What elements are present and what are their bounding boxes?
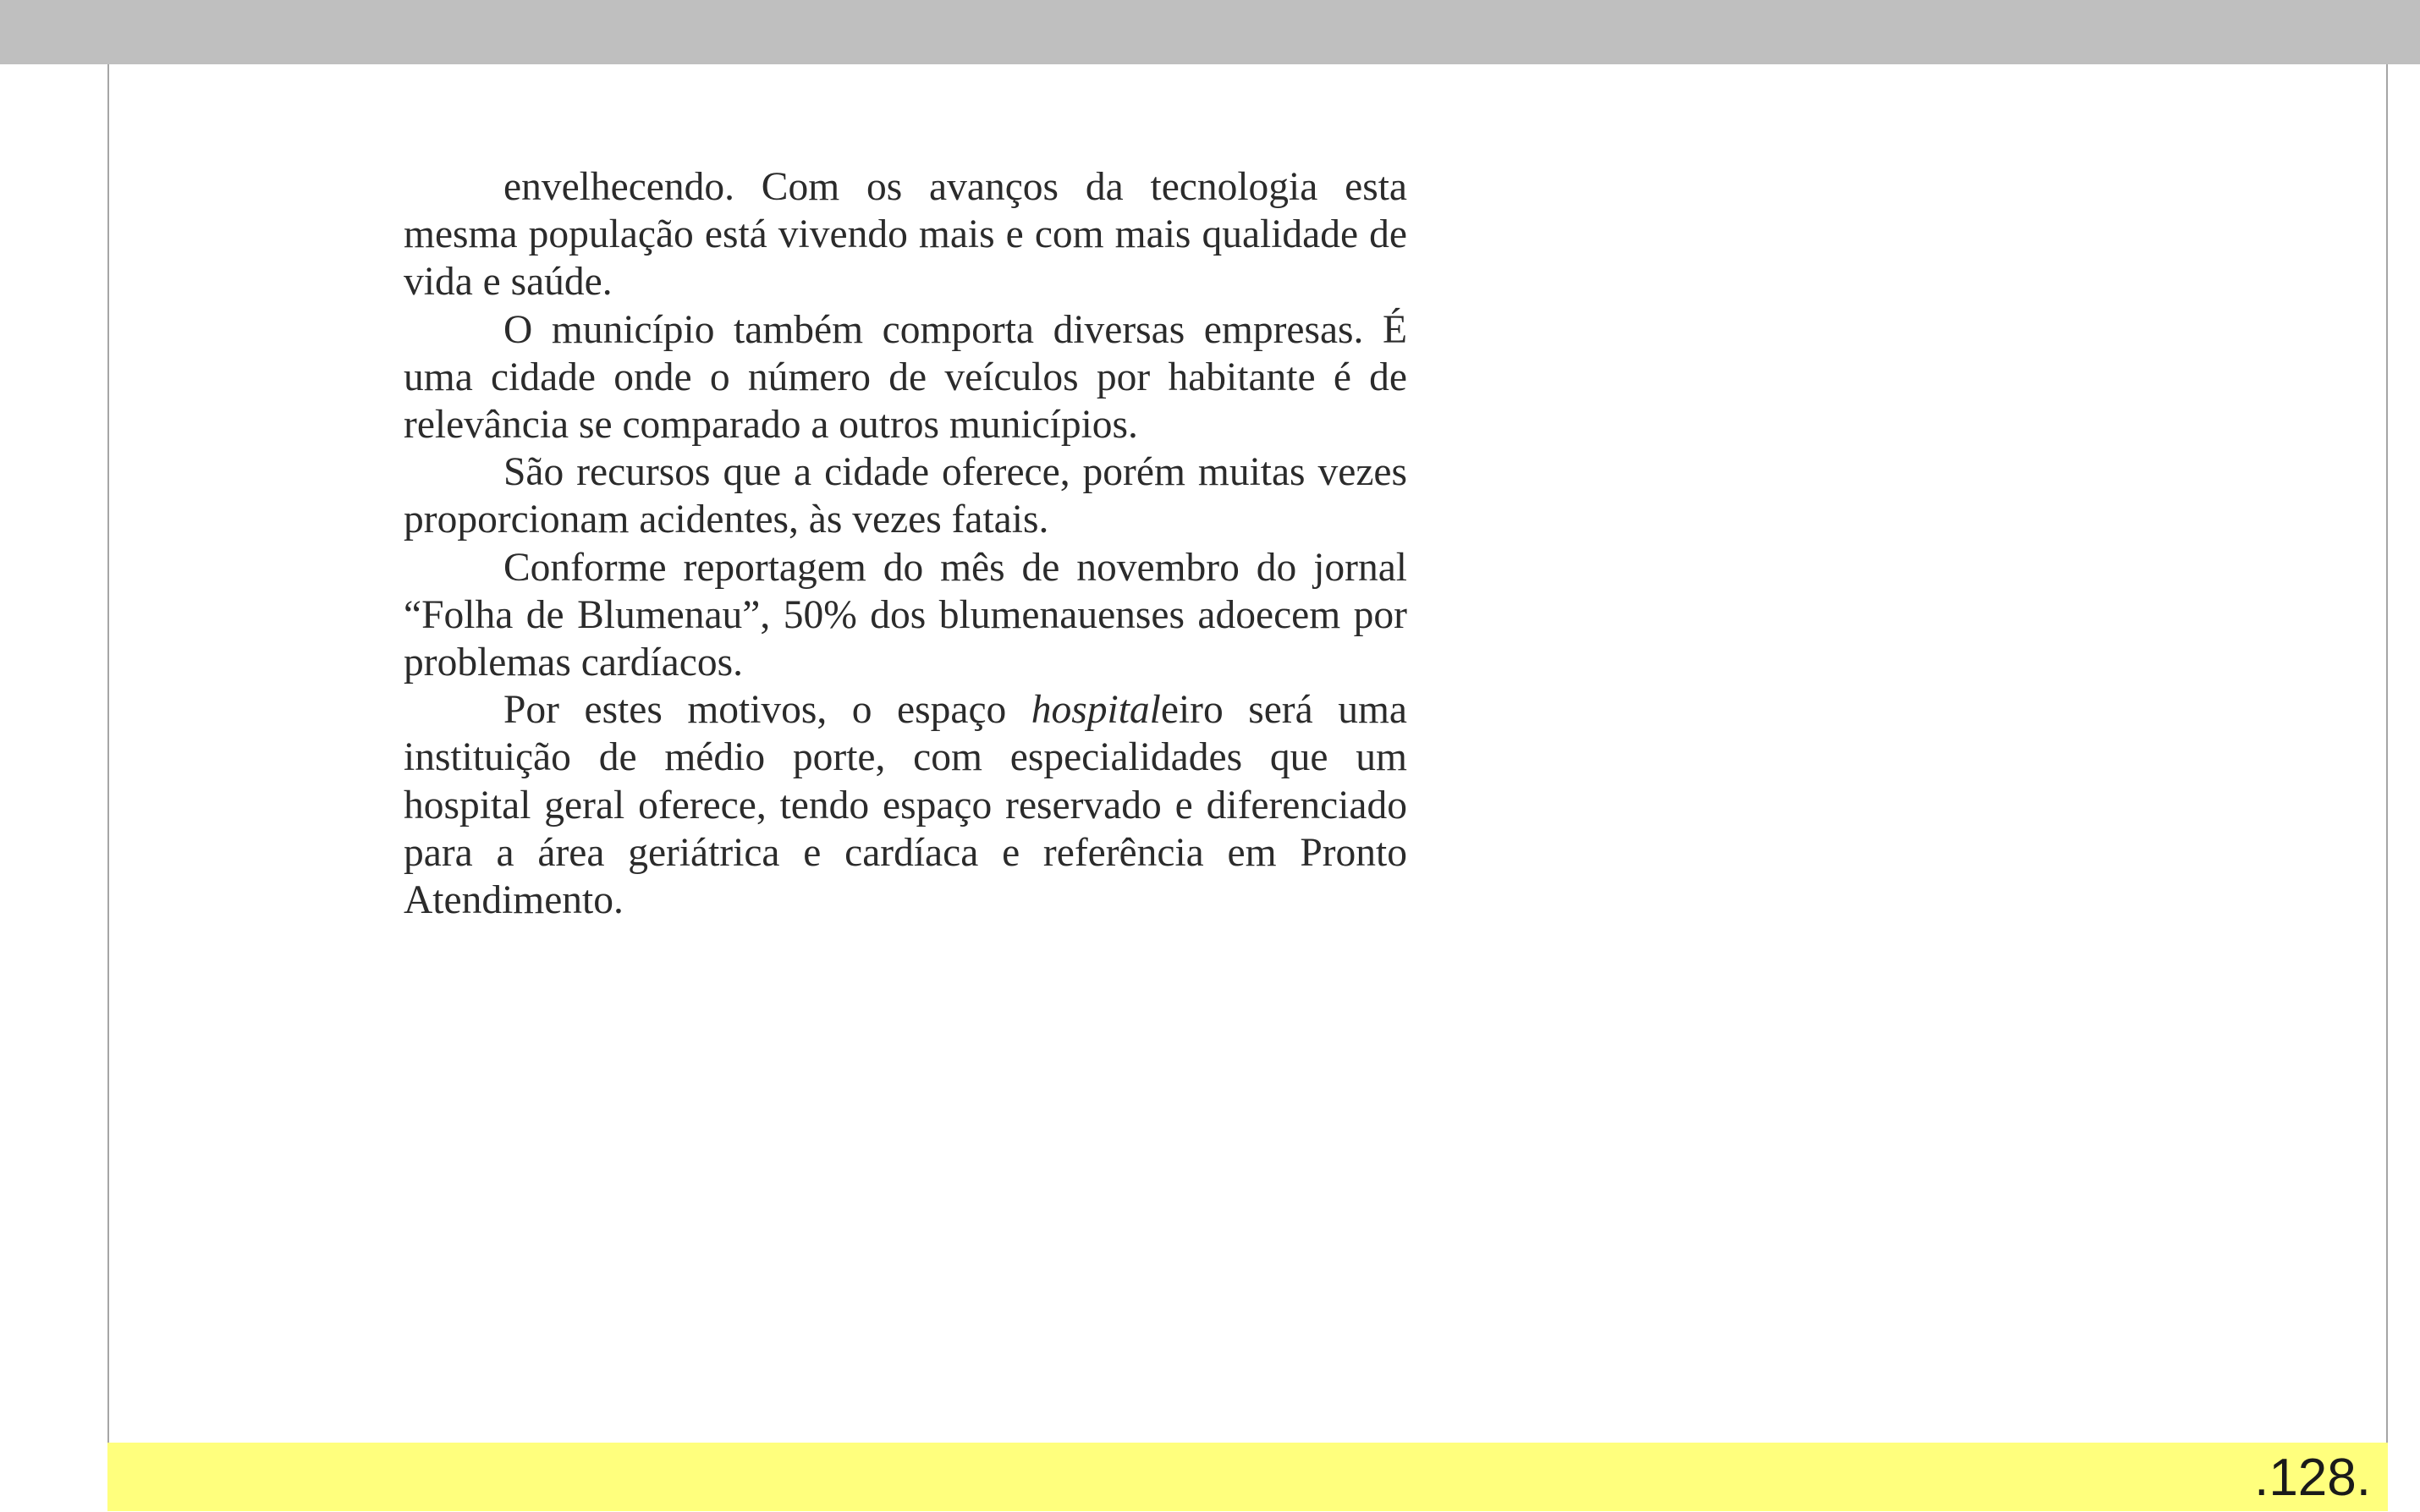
footer-bar (107, 1443, 2388, 1511)
top-header-bar (0, 0, 2420, 64)
paragraph-3: São recursos que a cidade oferece, porém muitas vezes proporcionam acidentes, às vezes fatais. (404, 450, 1407, 542)
paragraph-2: O município também comporta diversas empresas. É uma cidade onde o número de veículos por habitante é de relevância se comparado a outros municípios. (404, 307, 1407, 448)
document-body (404, 163, 1407, 924)
paragraph-4: Conforme reportagem do mês de novembro do jornal “Folha de Blumenau”, 50% dos blumenauenses adoecem por problemas cardíacos. (404, 545, 1407, 685)
page-number: .128. (2254, 1449, 2371, 1507)
paragraph-1: envelhecendo. Com os avanços da tecnologia esta mesma população está vivendo mais e com mais qualidade de vida e saúde. (404, 165, 1407, 305)
paragraph-5-end: eiro será uma instituição de médio porte, com especialidades que um hospital geral oferece, tendo espaço reservado e diferenciado para a área geriátrica e cardíaca e referência em Pronto Atendimento. (404, 688, 1407, 923)
paragraph-5-start: Por estes motivos, o espaço (503, 688, 1031, 733)
paragraph-5 (404, 686, 1407, 924)
paragraph-5-italic-term: hospital (1031, 688, 1161, 733)
